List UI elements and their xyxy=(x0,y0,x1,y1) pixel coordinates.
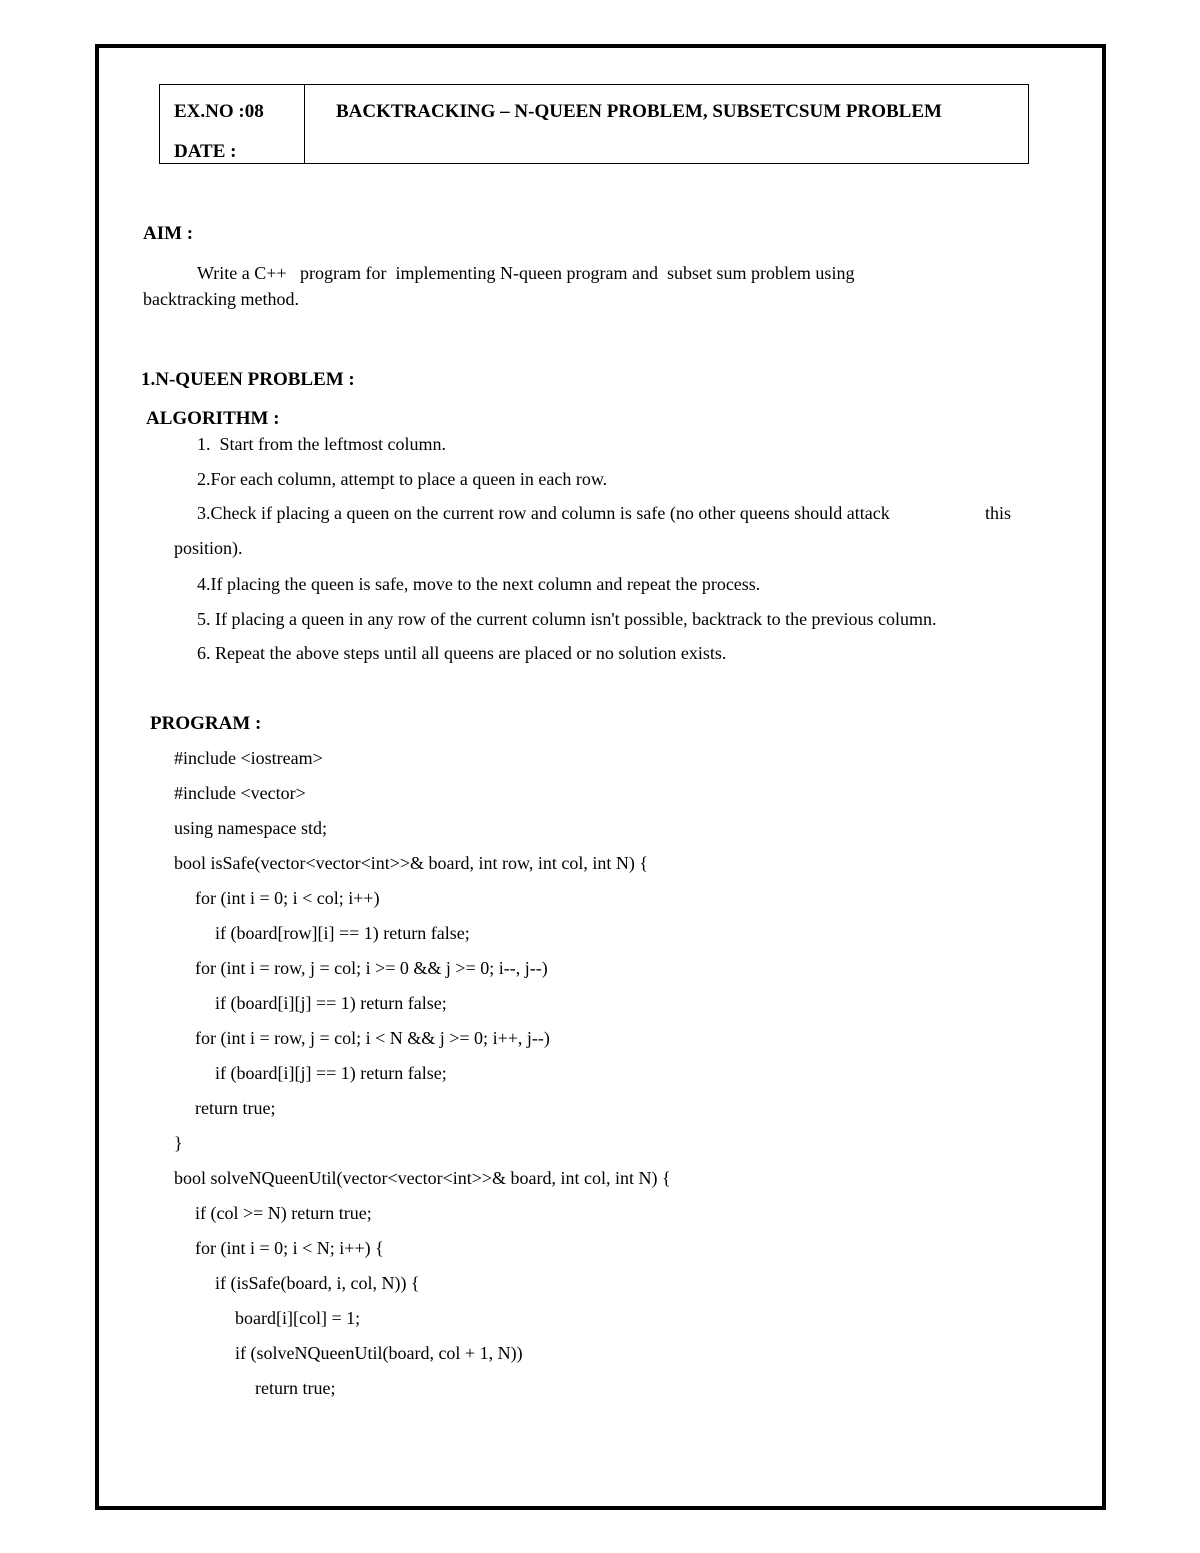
code-line: bool solveNQueenUtil(vector<vector<int>>& board, int col, int N) { xyxy=(174,1168,671,1188)
code-line: bool isSafe(vector<vector<int>>& board, int row, int col, int N) { xyxy=(174,853,648,873)
code-line: return true; xyxy=(255,1378,336,1398)
algorithm-step-tail: this xyxy=(985,503,1012,523)
code-line: if (isSafe(board, i, col, N)) { xyxy=(215,1273,420,1293)
code-line: #include <vector> xyxy=(174,783,306,803)
algorithm-step: 4.If placing the queen is safe, move to the next column and repeat the process. xyxy=(197,574,761,594)
aim-text-line-2: backtracking method. xyxy=(143,289,299,309)
section-heading: 1.N-QUEEN PROBLEM : xyxy=(141,369,355,390)
aim-heading: AIM : xyxy=(143,223,194,244)
code-line: for (int i = row, j = col; i < N && j >= 0; i++, j--) xyxy=(195,1028,550,1048)
code-line: if (col >= N) return true; xyxy=(195,1203,372,1223)
code-line: for (int i = row, j = col; i >= 0 && j >= 0; i--, j--) xyxy=(195,958,548,978)
algorithm-step: 2.For each column, attempt to place a queen in each row. xyxy=(197,469,608,489)
code-line: #include <iostream> xyxy=(174,748,323,768)
exercise-number: EX.NO :08 xyxy=(174,101,264,122)
header-left-cell xyxy=(160,85,305,163)
code-line: using namespace std; xyxy=(174,818,327,838)
algorithm-step: 6. Repeat the above steps until all queens are placed or no solution exists. xyxy=(197,643,727,663)
header-table xyxy=(159,84,1029,164)
code-line: board[i][col] = 1; xyxy=(235,1308,361,1328)
program-heading: PROGRAM : xyxy=(150,713,262,734)
algorithm-heading: ALGORITHM : xyxy=(146,408,280,429)
code-line: if (board[row][i] == 1) return false; xyxy=(215,923,470,943)
code-line: return true; xyxy=(195,1098,276,1118)
document-title: BACKTRACKING – N-QUEEN PROBLEM, SUBSETCSUM PROBLEM xyxy=(336,101,942,122)
algorithm-step: 5. If placing a queen in any row of the current column isn't possible, backtrack to the previous column. xyxy=(197,609,937,629)
date-label: DATE : xyxy=(174,141,237,162)
code-line: for (int i = 0; i < col; i++) xyxy=(195,888,380,908)
code-line: if (board[i][j] == 1) return false; xyxy=(215,993,447,1013)
code-line: if (board[i][j] == 1) return false; xyxy=(215,1063,447,1083)
code-line: for (int i = 0; i < N; i++) { xyxy=(195,1238,384,1258)
aim-text-line-1: Write a C++ program for implementing N-queen program and subset sum problem using xyxy=(197,263,855,283)
header-right-cell xyxy=(305,85,1028,163)
code-line: } xyxy=(174,1133,183,1153)
algorithm-step: 1. Start from the leftmost column. xyxy=(197,434,446,454)
algorithm-step: 3.Check if placing a queen on the current row and column is safe (no other queens should attack xyxy=(197,503,890,523)
code-line: if (solveNQueenUtil(board, col + 1, N)) xyxy=(235,1343,523,1363)
algorithm-step-continuation: position). xyxy=(174,538,243,558)
